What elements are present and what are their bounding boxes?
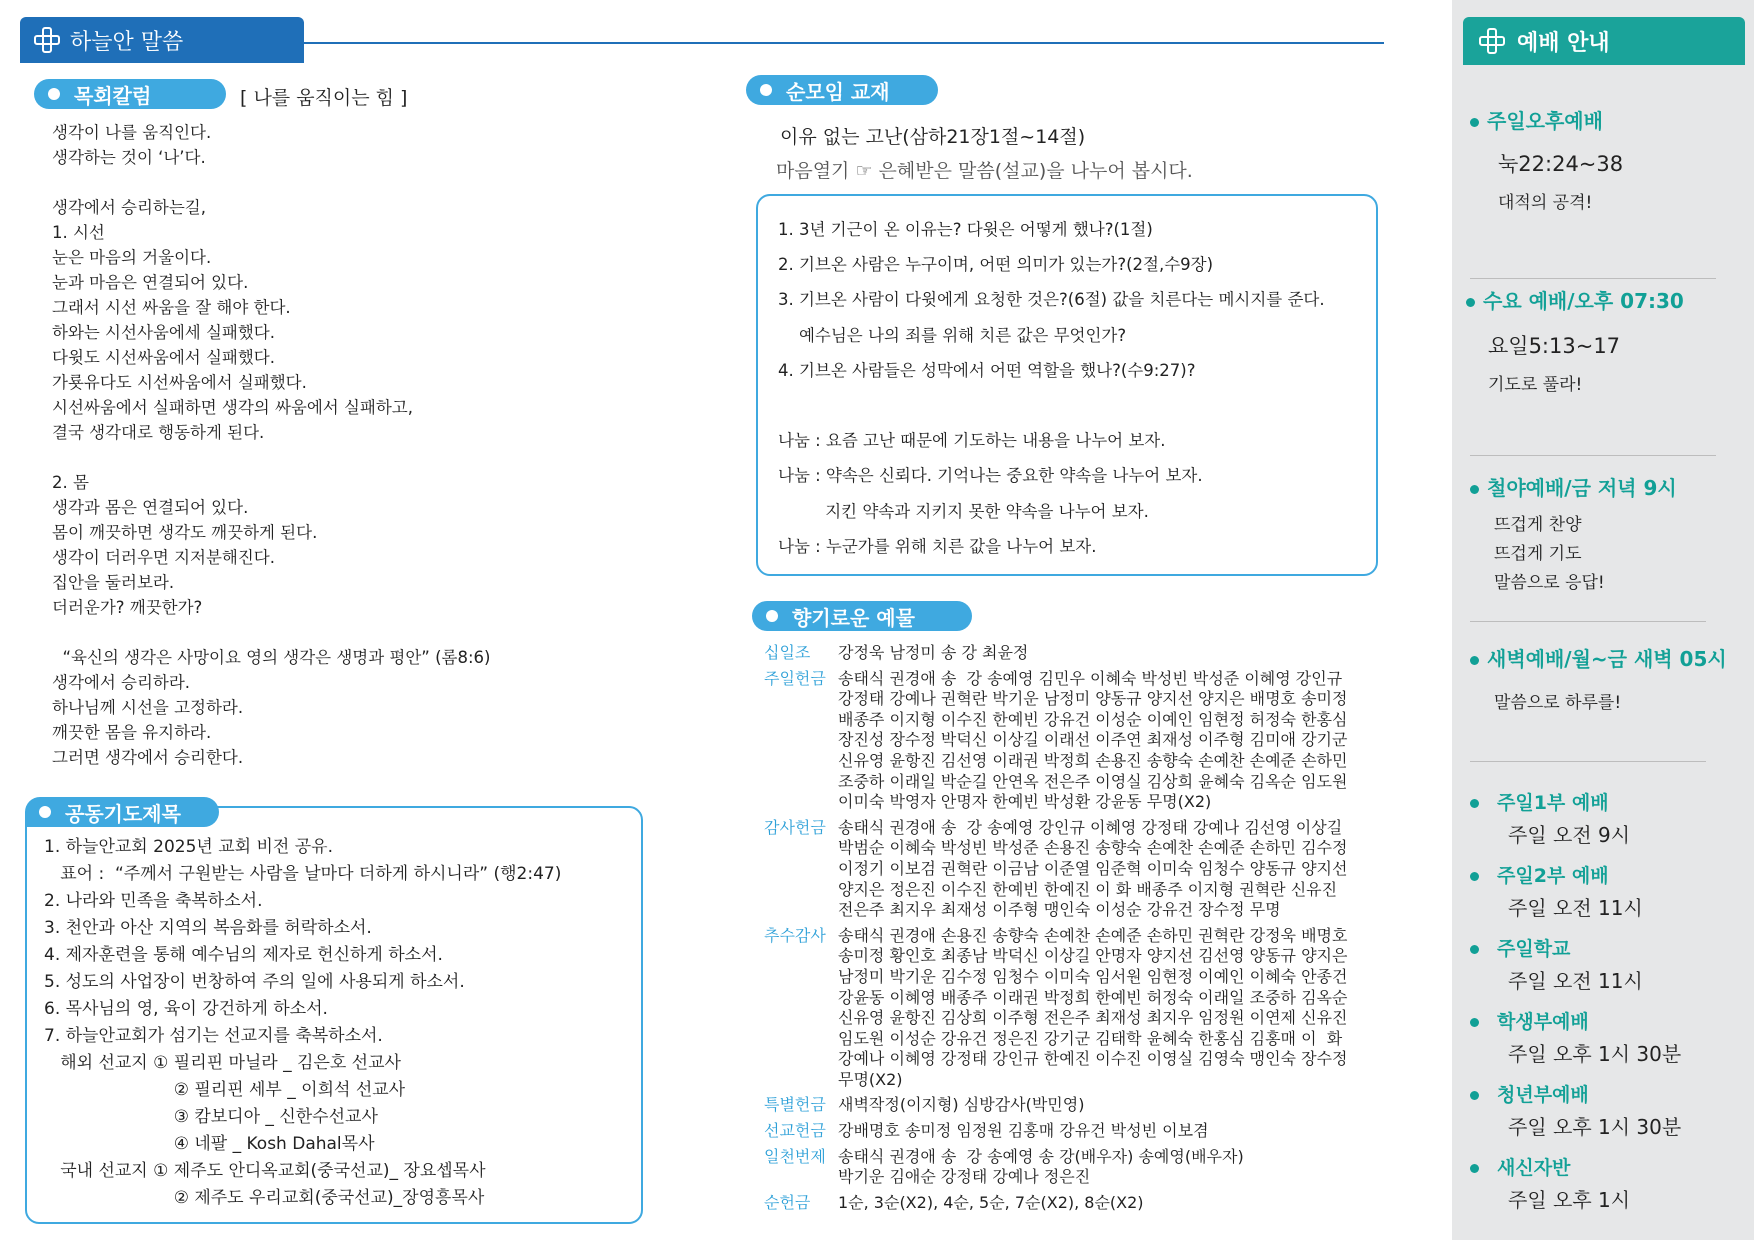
service-block (1470, 788, 1681, 861)
offering-names (838, 818, 1392, 921)
plus-cross-icon (1479, 28, 1505, 54)
sunday-schedule (1470, 788, 1681, 1226)
prayer-label-text: 공동기도제목 (65, 801, 181, 826)
service-time: 주일 오전 9시 (1508, 823, 1631, 847)
pastor-column-subtitle: [ 나를 움직이는 힘 ] (240, 87, 408, 109)
offerings-list (764, 643, 1392, 1218)
main-header-title: 하늘안 말씀 (70, 29, 184, 55)
divider (1470, 278, 1716, 279)
pastor-column-line: 눈과 마음은 연결되어 있다. (52, 273, 249, 292)
prayer-line: ② 제주도 우리교회(중국선교)_장영흥목사 (44, 1188, 485, 1208)
service-time: 주일 오전 11시 (1508, 896, 1643, 920)
prayer-line: ④ 네팔 _ Kosh Dahal목사 (44, 1134, 375, 1154)
offering-category: 십일조 (764, 643, 811, 662)
pastor-column-label (34, 79, 226, 109)
service-title: 철야예배/금 저녁 9시 (1487, 476, 1677, 500)
white-dot-icon (760, 84, 772, 96)
pastor-column-line: 생각에서 승리하는길, (52, 198, 206, 217)
offering-names-line: 송태식 권경애 송 강 송예영 강인규 이혜영 강정태 강예나 김선영 이상길 (838, 817, 1343, 837)
service-title: 청년부예배 (1497, 1084, 1589, 1106)
prayer-line: 1. 하늘안교회 2025년 교회 비전 공유. (44, 837, 333, 857)
service-line: 말씀으로 응답! (1494, 573, 1605, 593)
pastor-column-line: “육신의 생각은 사망이요 영의 생각은 생명과 평안” (롬8:6) (52, 648, 491, 667)
pastor-column-line: 몸이 깨끗하면 생각도 깨끗하게 된다. (52, 523, 318, 542)
offering-names (838, 643, 1392, 664)
divider (1470, 621, 1706, 622)
pastor-column-line: 그래서 시선 싸움을 잘 해야 한다. (52, 298, 291, 317)
offering-names-line: 조중하 이래일 박순길 안연옥 전은주 이영실 김상희 윤혜숙 김옥순 임도원 (838, 771, 1348, 791)
prayer-line: 표어 : “주께서 구원받는 사람을 날마다 더하게 하시니라” (행2:47) (44, 864, 562, 884)
plus-cross-icon (34, 27, 60, 53)
question-line (778, 388, 1368, 423)
prayer-line: 3. 천안과 아산 지역의 복음화를 허락하소서. (44, 918, 372, 938)
white-dot-icon (766, 610, 778, 622)
pastor-column-line: 가룟유다도 시선싸움에서 실패했다. (52, 373, 307, 392)
service-block (1470, 1007, 1681, 1080)
pastor-column-line: 더러운가? 깨끗한가? (52, 598, 203, 617)
prayer-line: 국내 선교지 ① 제주도 안디옥교회(중국선교)_ 장요셉목사 (44, 1161, 486, 1181)
pastor-column-line: 결국 생각대로 행동하게 된다. (52, 423, 265, 442)
header-rule (304, 42, 1384, 44)
offering-names-line: 강정욱 남정미 송 강 최윤정 (838, 643, 1029, 662)
offering-category: 추수감사 (764, 925, 826, 945)
offering-names (838, 1147, 1392, 1188)
service-title: 새벽예배/월~금 새벽 05시 (1487, 647, 1727, 671)
pastor-column-line: 시선싸움에서 실패하면 생각의 싸움에서 실패하고, (52, 398, 413, 417)
question-line: 3. 기브온 사람이 다윗에게 요청한 것은?(6절) 값을 치른다는 메시지를 준다. (778, 290, 1325, 310)
prayer-line: ③ 캄보디아 _ 신한수선교사 (44, 1107, 378, 1127)
prayer-line: 2. 나라와 민족을 축복하소서. (44, 891, 263, 911)
pastor-column-line: 눈은 마음의 거울이다. (52, 248, 212, 267)
pastor-column-line: 집안을 둘러보라. (52, 573, 175, 592)
bullet-icon (1470, 872, 1479, 881)
main-header-tab (20, 17, 304, 63)
question-line: 예수님은 나의 죄를 위해 치른 값은 무엇인가? (778, 325, 1127, 345)
offering-names-line: 이미숙 박영자 안명자 한예빈 박성환 강윤동 무명(X2) (838, 792, 1212, 812)
offering-names-line: 장진성 장수정 박덕신 이상길 이래선 이주연 최재성 이주형 김미애 강기군 (838, 730, 1348, 750)
small-group-label (746, 75, 938, 105)
prayer-label (25, 797, 219, 827)
service-title: 주일오후예배 (1487, 109, 1603, 133)
offering-row (764, 643, 1392, 664)
service-block (1470, 934, 1681, 1007)
service-block (1470, 1080, 1681, 1153)
offering-names-line: 박기운 김애순 강정태 강예나 정은진 (838, 1167, 1091, 1187)
small-group-title: 이유 없는 고난(삼하21장1절~14절) (780, 126, 1086, 148)
divider (1470, 455, 1716, 456)
pastor-column-line (52, 445, 652, 470)
service-line: 말씀으로 하루를! (1494, 693, 1622, 713)
bullet-icon (1470, 945, 1479, 954)
offering-names-line: 1순, 3순(X2), 4순, 5순, 7순(X2), 8순(X2) (838, 1192, 1144, 1212)
offering-names-line: 남정미 박기운 김수정 임청수 이미숙 임서원 임현정 이예인 이혜숙 안종건 (838, 966, 1348, 986)
service-friday (1470, 472, 1677, 598)
offering-row (764, 1147, 1392, 1188)
pastor-column-line: 다윗도 시선싸움에서 실패했다. (52, 348, 275, 367)
offering-names (838, 926, 1392, 1091)
offering-names-line: 신유영 윤항진 김상희 이주형 전은주 최재성 최지우 임정원 이연제 신유진 (838, 1008, 1348, 1028)
question-line: 나눔 : 약속은 신뢰다. 기억나는 중요한 약속을 나누어 보자. (778, 466, 1203, 486)
pastor-column-line: 그러면 생각에서 승리한다. (52, 748, 244, 767)
question-line: 4. 기브온 사람들은 성막에서 어떤 역할을 했나?(수9:27)? (778, 360, 1196, 380)
service-line: 뜨겁게 기도 (1494, 544, 1582, 564)
offering-names-line: 강배명호 송미정 임정원 김홍매 강유건 박성빈 이보겸 (838, 1121, 1209, 1141)
pastor-column-line: 하나님께 시선을 고정하라. (52, 698, 244, 717)
pastor-column-line: 생각에서 승리하라. (52, 673, 191, 692)
service-title: 학생부예배 (1497, 1011, 1589, 1033)
question-line: 지킨 약속과 지키지 못한 약속을 나누어 보자. (778, 501, 1149, 521)
offering-names-line: 강윤동 이혜영 배종주 이래권 박정희 한예빈 허정숙 이래일 조중하 김옥순 (838, 987, 1348, 1007)
offering-names-line: 새벽작정(이지형) 심방감사(박민영) (838, 1095, 1085, 1115)
white-dot-icon (39, 806, 51, 818)
bullet-icon (1470, 656, 1479, 665)
offering-names-line: 송태식 권경애 송 강 송예영 송 강(배우자) 송예영(배우자) (838, 1146, 1244, 1166)
white-dot-icon (48, 88, 60, 100)
small-group-label-text: 순모임 교재 (786, 79, 890, 104)
service-time: 주일 오후 1시 (1508, 1188, 1631, 1212)
prayer-line: 해외 선교지 ① 필리핀 마닐라 _ 김은호 선교사 (44, 1053, 401, 1073)
service-wednesday (1466, 285, 1684, 395)
question-line: 나눔 : 누군가를 위해 치른 값을 나누어 보자. (778, 536, 1097, 556)
offering-names-line: 강정태 강예나 권혁란 박기운 남정미 양동규 양지선 양지은 배명호 송미정 (838, 689, 1348, 709)
service-scripture: 요일5:13~17 (1488, 334, 1621, 358)
offering-category: 특별헌금 (764, 1095, 826, 1115)
service-time: 주일 오후 1시 30분 (1508, 1042, 1682, 1066)
question-line: 1. 3년 기근이 온 이유는? 다윗은 어떻게 했나?(1절) (778, 220, 1153, 239)
offering-names-line: 송태식 권경애 손용진 송향숙 손예찬 손예준 손하민 권혁란 강정욱 배명호 (838, 925, 1348, 945)
pastor-column-line: 2. 몸 (52, 473, 89, 492)
service-title: 주일2부 예배 (1497, 865, 1609, 887)
offering-row (764, 926, 1392, 1091)
service-title: 주일학교 (1497, 938, 1571, 960)
offering-names-line: 강예나 이혜영 강정태 강인규 한예진 이수진 이영실 김영숙 맹인숙 장수정 (838, 1049, 1348, 1069)
bullet-icon (1470, 1164, 1479, 1173)
prayer-line: ② 필리핀 세부 _ 이희석 선교사 (44, 1080, 406, 1100)
offering-row (764, 818, 1392, 921)
divider (1470, 761, 1706, 762)
offerings-label (752, 601, 972, 631)
service-title: 새신자반 (1497, 1157, 1571, 1179)
offering-category: 선교헌금 (764, 1121, 826, 1141)
offering-row (764, 1121, 1392, 1142)
prayer-line: 7. 하늘안교회가 섬기는 선교지를 축복하소서. (44, 1026, 383, 1046)
offering-names-line: 송태식 권경애 송 강 송예영 김민우 이혜숙 박성빈 박성준 이혜영 강인규 (838, 668, 1343, 688)
bullet-icon (1470, 799, 1479, 808)
prayer-line: 4. 제자훈련을 통해 예수님의 제자로 헌신하게 하소서. (44, 945, 443, 965)
question-line: 나눔 : 요즘 고난 때문에 기도하는 내용을 나누어 보자. (778, 431, 1166, 451)
sidebar-header-title: 예배 안내 (1517, 30, 1610, 56)
pastor-column-line: 깨끗한 몸을 유지하라. (52, 723, 212, 742)
question-line: 2. 기브온 사람은 누구이며, 어떤 의미가 있는가?(2절,수9장) (778, 255, 1214, 275)
offering-row (764, 669, 1392, 813)
offering-names-line: 전은주 최지우 최재성 이주형 맹인숙 이성순 강유건 장수정 무명 (838, 900, 1281, 920)
pastor-column-line: 하와는 시선사움에세 실패했다. (52, 323, 275, 342)
offerings-label-text: 향기로운 예물 (792, 605, 915, 630)
offering-category: 일천번제 (764, 1146, 826, 1166)
service-line: 뜨겁게 찬양 (1494, 515, 1582, 535)
offering-names-line: 송미정 황인호 최종남 박덕신 이상길 안명자 양지선 김선영 양동규 양지은 (838, 946, 1348, 966)
offering-category: 감사헌금 (764, 817, 826, 837)
offering-names (838, 1193, 1392, 1214)
bullet-icon (1470, 118, 1479, 127)
questions-body (778, 212, 1368, 564)
offering-names-line: 무명(X2) (838, 1069, 903, 1089)
service-block (1470, 861, 1681, 934)
bullet-icon (1470, 1018, 1479, 1027)
pastor-column-line: 1. 시선 (52, 223, 105, 242)
offering-names (838, 669, 1392, 813)
offering-row (764, 1193, 1392, 1214)
pastor-column-line: 생각이 더러우면 지저분해진다. (52, 548, 275, 567)
sidebar-header-tab (1463, 17, 1745, 65)
service-time: 주일 오전 11시 (1508, 969, 1643, 993)
service-dawn (1470, 643, 1727, 713)
offering-row (764, 1095, 1392, 1116)
bullet-icon (1470, 485, 1479, 494)
offering-category: 주일헌금 (764, 668, 826, 688)
service-block (1470, 1153, 1681, 1226)
pastor-column-line: 생각하는 것이 ‘나’다. (52, 148, 206, 167)
offering-names-line: 양지은 정은진 이수진 한예빈 한예진 이 화 배종주 이지형 권혁란 신유진 (838, 879, 1338, 899)
pastor-column-line (52, 620, 652, 645)
service-sermon-title: 기도로 풀라! (1488, 375, 1583, 395)
service-afternoon (1470, 105, 1623, 213)
service-sermon-title: 대적의 공격! (1498, 193, 1593, 213)
bullet-icon (1470, 1091, 1479, 1100)
prayer-line: 5. 성도의 사업장이 번창하여 주의 일에 사용되게 하소서. (44, 972, 465, 992)
offering-names (838, 1121, 1392, 1142)
service-title: 주일1부 예배 (1497, 792, 1609, 814)
prayer-line: 6. 목사님의 영, 육이 강건하게 하소서. (44, 999, 328, 1019)
pastor-column-line: 생각과 몸은 연결되어 있다. (52, 498, 249, 517)
offering-names-line: 박범순 이혜숙 박성빈 박성준 손용진 송향숙 손예찬 손예준 손하민 김수정 (838, 838, 1348, 858)
small-group-subtitle: 마음열기 ☞ 은혜받은 말씀(설교)을 나누어 봅시다. (776, 160, 1193, 182)
offering-names-line: 배종주 이지형 이수진 한예빈 강유건 이성순 이예인 임현정 허정숙 한홍심 (838, 709, 1348, 729)
service-title: 수요 예배/오후 07:30 (1483, 289, 1684, 313)
pastor-column-label-text: 목회칼럼 (74, 83, 152, 108)
offering-names-line: 신유영 윤항진 김선영 이래권 박정희 손용진 송향숙 손예찬 손예준 손하민 (838, 750, 1348, 770)
service-time: 주일 오후 1시 30분 (1508, 1115, 1682, 1139)
pastor-column-line: 생각이 나를 움직인다. (52, 123, 212, 142)
pastor-column-body (52, 120, 652, 770)
offering-names-line: 임도원 이성순 강유건 정은진 강기군 김태학 윤혜숙 한홍심 김홍매 이 화 (838, 1028, 1343, 1048)
offering-names (838, 1095, 1392, 1116)
offering-names-line: 이정기 이보검 권혁란 이금남 이준열 임준혁 이미숙 임청수 양동규 양지선 (838, 858, 1348, 878)
bullet-icon (1466, 298, 1475, 307)
prayer-body (44, 834, 634, 1212)
offering-category: 순헌금 (764, 1192, 811, 1212)
service-scripture: 눅22:24~38 (1498, 152, 1624, 176)
pastor-column-line (52, 170, 652, 195)
